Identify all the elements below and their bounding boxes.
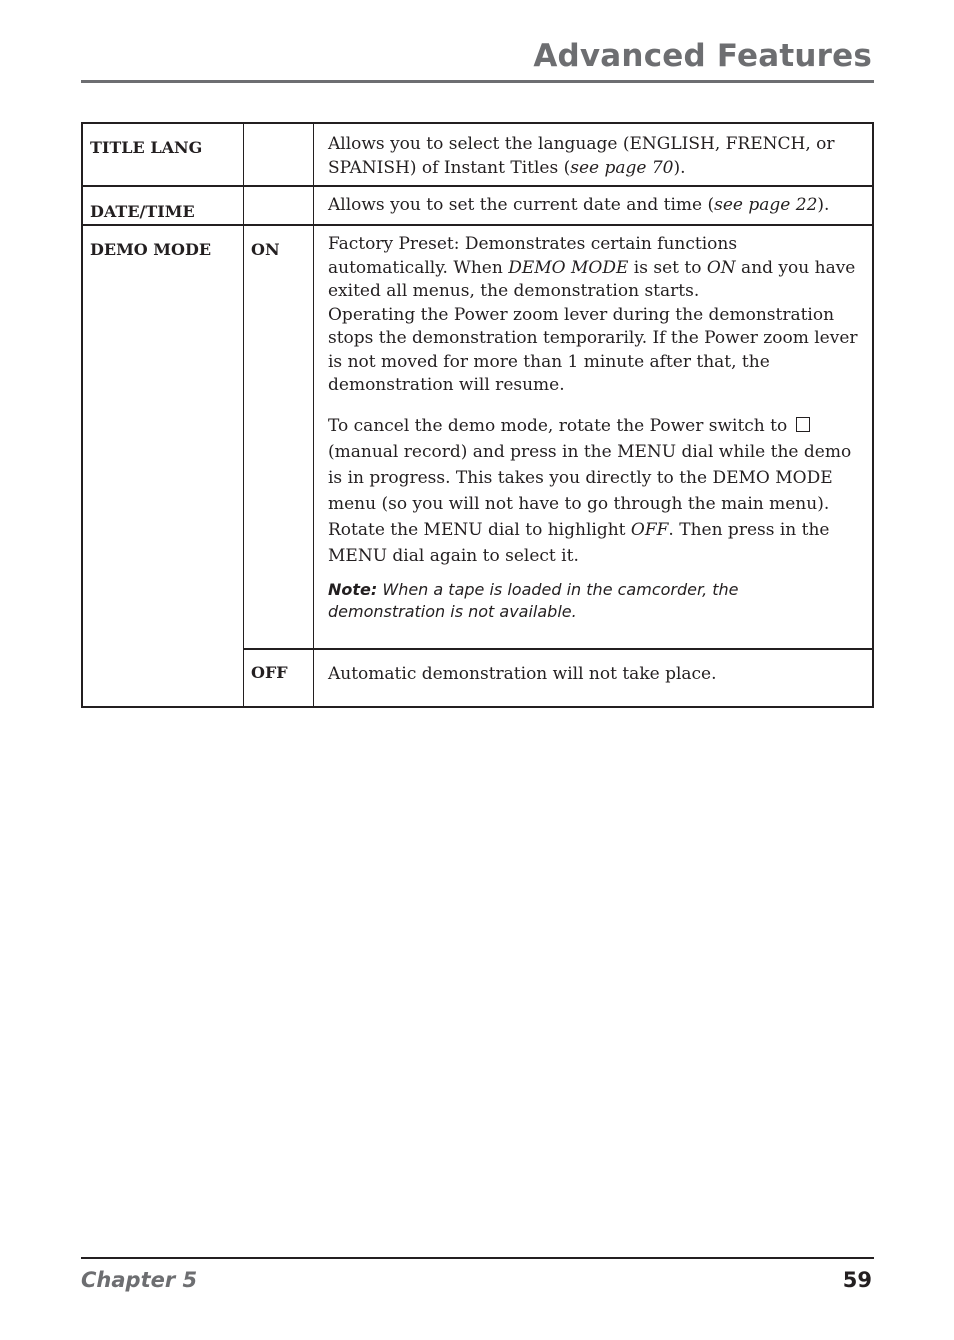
setting-name: TITLE LANG	[90, 138, 203, 157]
setting-name: DEMO MODE	[90, 240, 212, 259]
option-on-label: ON	[251, 240, 280, 259]
page-number: 59	[842, 1268, 872, 1292]
footer-rule	[81, 1257, 874, 1259]
table-row-title-lang	[82, 123, 873, 186]
setting-description: Allows you to select the language (ENGLISH, FRENCH, or SPANISH) of Instant Titles (see page 70).	[328, 134, 835, 178]
option-off-label: OFF	[251, 662, 288, 682]
demo-off-description: Automatic demonstration will not take place.	[328, 663, 717, 684]
setting-description-cell	[314, 186, 874, 225]
setting-description-cell	[314, 649, 874, 707]
setting-name: DATE/TIME	[90, 202, 195, 221]
setting-description-cell	[314, 123, 874, 186]
demo-cancel-instructions: To cancel the demo mode, rotate the Power switch to (manual record) and press in the MENU dial while the demo is in progress. This takes you directly to the DEMO MODE menu (so you will not have to go through the main menu). Rotate the MENU dial to highlight OFF. Then press in the MENU dial again to select it.	[328, 415, 852, 566]
setting-option-cell	[244, 186, 314, 225]
table-row-demo-mode-on	[82, 225, 873, 649]
setting-name-cell	[82, 225, 244, 707]
page-title: Advanced Features	[533, 38, 872, 74]
setting-description: Allows you to set the current date and time (see page 22).	[328, 195, 830, 215]
setting-name-cell	[82, 186, 244, 225]
page-reference: see page 22	[714, 195, 818, 215]
setting-option-cell	[244, 123, 314, 186]
table-row-date-time	[82, 186, 873, 225]
setting-description-cell	[314, 225, 874, 649]
demo-on-description: Factory Preset: Demonstrates certain functions automatically. When DEMO MODE is set to ON and you have exited all menus, the demonstration starts. Operating the Power zoom lever during the demonstration stops the demonstration temporarily. If the Power zoom lever is not moved for more than 1 minute after that, the demonstration will resume.	[328, 234, 858, 395]
setting-option-cell	[244, 225, 314, 649]
chapter-label: Chapter 5	[81, 1268, 198, 1292]
note-label: Note:	[328, 579, 378, 599]
manual-record-box-icon	[796, 417, 810, 432]
setting-name-cell	[82, 123, 244, 186]
note: Note: When a tape is loaded in the camcorder, the demonstration is not available.	[328, 579, 739, 621]
header-rule	[81, 80, 874, 83]
settings-table	[81, 122, 874, 708]
page-reference: see page 70	[570, 157, 674, 178]
setting-option-cell	[244, 649, 314, 707]
